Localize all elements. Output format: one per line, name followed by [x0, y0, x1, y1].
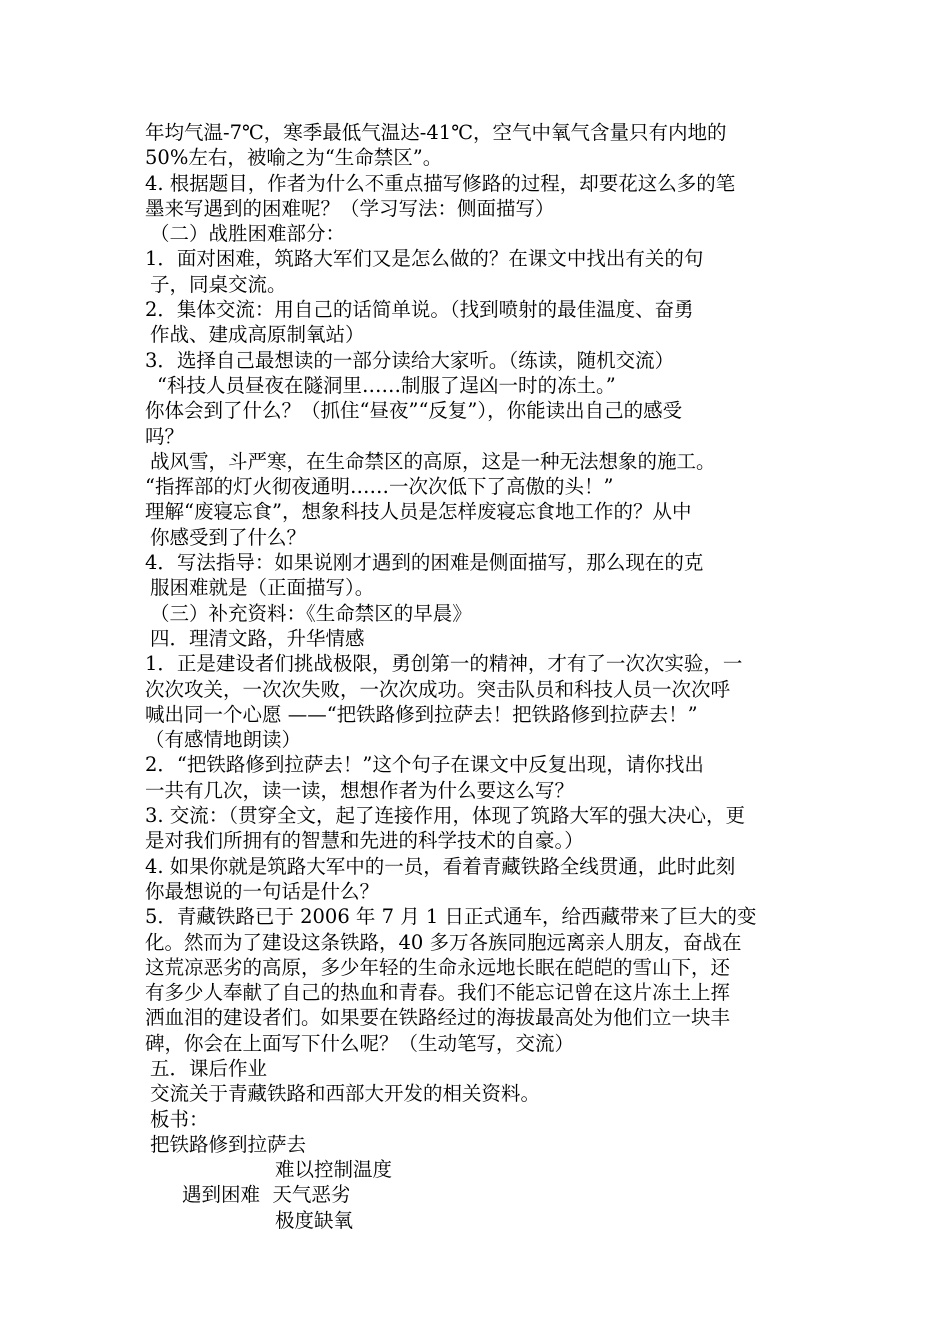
quote-line: “科技人员昼夜在隧洞里……制服了逞凶一时的冻土。” [157, 373, 616, 397]
text-line: 碑，你会在上面写下什么呢？（生动笔写，交流） [145, 1031, 575, 1055]
section-heading: （二）战胜困难部分： [150, 222, 346, 246]
text-line: （有感情地朗读） [145, 728, 302, 752]
text-line: 50%左右，被喻之为“生命禁区”。 [145, 146, 443, 170]
section-heading: 四．理清文路，升华情感 [150, 626, 365, 650]
text-line: 这荒凉恶劣的高原，多少年轻的生命永远地长眠在皑皑的雪山下，还 [145, 955, 731, 979]
text-line: 洒血泪的建设者们。如果要在铁路经过的海拔最高处为他们立一块丰 [145, 1006, 731, 1030]
text-line: 吗？ [145, 424, 185, 448]
board-line: 极度缺氧 [275, 1208, 354, 1232]
text-line: 服困难就是（正面描写）。 [150, 576, 375, 600]
section-heading: 五．课后作业 [150, 1056, 268, 1080]
text-line: 战风雪，斗严寒，在生命禁区的高原，这是一种无法想象的施工。 [150, 449, 716, 473]
text-line: 4. 如果你就是筑路大军中的一员，看着青藏铁路全线贯通，此时此刻 [145, 854, 736, 878]
board-line: 遇到困难 天气恶劣 [182, 1183, 351, 1207]
text-line: 4. 根据题目，作者为什么不重点描写修路的过程，却要花这么多的笔 [145, 171, 736, 195]
text-line: 作战、建成高原制氧站） [150, 323, 365, 347]
text-line: 次次攻关，一次次失败，一次次成功。突击队员和科技人员一次次呼 [145, 677, 731, 701]
text-line: 交流关于青藏铁路和西部大开发的相关资料。 [150, 1082, 541, 1106]
board-title: 板书： [150, 1107, 209, 1131]
text-line: 1．面对困难，筑路大军们又是怎么做的？在课文中找出有关的句 [145, 247, 704, 271]
section-heading: （三）补充资料：《生命禁区的早晨》 [150, 601, 472, 625]
document-page [145, 120, 815, 1233]
text-line: 3．选择自己最想读的一部分读给大家听。（练读，随机交流） [145, 348, 675, 372]
text-line: 3. 交流：（贯穿全文，起了连接作用，体现了筑路大军的强大决心，更 [145, 804, 746, 828]
text-line: 化。然而为了建设这条铁路，40 多万各族同胞远离亲人朋友，奋战在 [145, 930, 742, 954]
text-line: 2．“把铁路修到拉萨去！”这个句子在课文中反复出现，请你找出 [145, 753, 704, 777]
text-line: 你体会到了什么？（抓住“昼夜”“反复”），你能读出自己的感受 [145, 399, 683, 423]
text-line: 年均气温-7℃，寒季最低气温达-41℃，空气中氧气含量只有内地的 [145, 121, 727, 144]
text-line: 子，同桌交流。 [150, 272, 287, 296]
text-line: 你感受到了什么？ [150, 525, 307, 549]
text-line: 你最想说的一句话是什么？ [145, 879, 380, 903]
text-line: 有多少人奉献了自己的热血和青春。我们不能忘记曾在这片冻土上挥 [145, 981, 731, 1005]
text-line: 2．集体交流：用自己的话简单说。（找到喷射的最佳温度、奋勇 [145, 298, 694, 322]
quote-line: “指挥部的灯火彻夜通明……一次次低下了高傲的头！” [145, 475, 614, 499]
board-line: 把铁路修到拉萨去 [150, 1132, 307, 1156]
text-line: 理解“废寝忘食”，想象科技人员是怎样废寝忘食地工作的？从中 [145, 500, 692, 524]
text-line: 5．青藏铁路已于 2006 年 7 月 1 日正式通车，给西藏带来了巨大的变 [145, 905, 757, 929]
text-line: 墨来写遇到的困难呢？（学习写法：侧面描写） [145, 196, 555, 220]
text-line: 4．写法指导：如果说刚才遇到的困难是侧面描写，那么现在的克 [145, 551, 704, 575]
board-line: 难以控制温度 [275, 1158, 393, 1182]
text-line: 是对我们所拥有的智慧和先进的科学技术的自豪。） [145, 829, 584, 853]
text-line: 一共有几次，读一读，想想作者为什么要这么写？ [145, 778, 575, 802]
text-line: 喊出同一个心愿 ——“把铁路修到拉萨去！把铁路修到拉萨去！” [145, 702, 698, 726]
text-line: 1．正是建设者们挑战极限，勇创第一的精神，才有了一次次实验，一 [145, 652, 743, 676]
